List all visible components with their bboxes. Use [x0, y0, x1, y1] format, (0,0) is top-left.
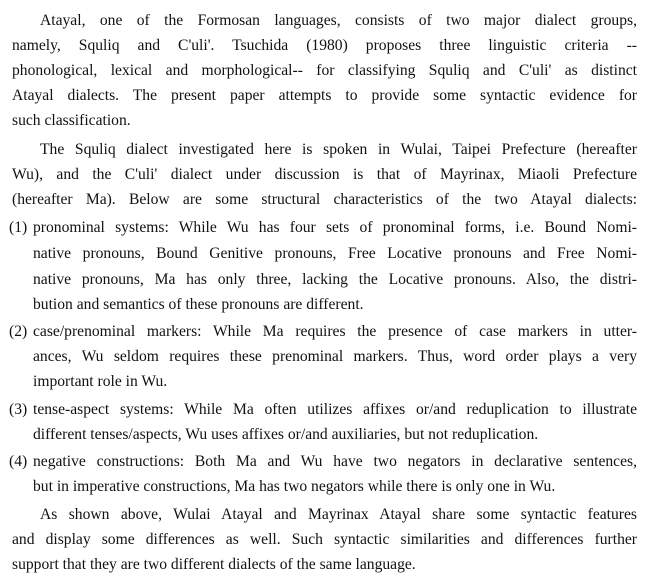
text-line: such classification. — [12, 112, 131, 129]
list-marker: (1) — [9, 219, 28, 236]
text-line: native pronouns, Ma has only three, lacking the Locative pronouns. Also, the distri- — [33, 271, 637, 288]
text-line: namely, Squliq and C'uli'. Tsuchida (1980) proposes three linguistic criteria -- — [12, 37, 637, 54]
list-marker: (4) — [9, 453, 28, 470]
text-line: phonological, lexical and morphological-- for classifying Squliq and C'uli' as distinct — [12, 62, 637, 79]
text-line: bution and semantics of these pronouns are different. — [33, 296, 364, 313]
text-line: The Squliq dialect investigated here is spoken in Wulai, Taipei Prefecture (hereafter — [40, 141, 637, 158]
text-line: case/prenominal markers: While Ma requires the presence of case markers in utter- — [33, 323, 637, 340]
text-line: tense-aspect systems: While Ma often utilizes affixes or/and reduplication to illustrate — [33, 401, 637, 418]
text-line: native pronouns, Bound Genitive pronouns, Free Locative pronouns and Free Nomi- — [33, 245, 637, 262]
text-line: ances, Wu seldom requires these prenominal markers. Thus, word order plays a very — [33, 348, 637, 365]
text-line: important role in Wu. — [33, 373, 168, 390]
text-line: pronominal systems: While Wu has four sets of pronominal forms, i.e. Bound Nomi- — [33, 219, 637, 236]
text-line: but in imperative constructions, Ma has two negators while there is only one in Wu. — [33, 478, 556, 495]
text-line: (hereafter Ma). Below are some structural characteristics of the two Atayal dialects: — [12, 191, 637, 208]
text-line: and display some differences as well. Such syntactic similarities and differences further — [12, 531, 637, 548]
text-line: Wu), and the C'uli' dialect under discussion is that of Mayrinax, Miaoli Prefecture — [12, 166, 637, 183]
text-line: negative constructions: Both Ma and Wu have two negators in declarative sentences, — [33, 453, 637, 470]
text-line: Atayal, one of the Formosan languages, consists of two major dialect groups, — [40, 12, 637, 29]
list-marker: (2) — [9, 323, 28, 340]
text-line: support that they are two different dialects of the same language. — [12, 556, 416, 573]
list-marker: (3) — [9, 401, 28, 418]
text-line: Atayal dialects. The present paper attempts to provide some syntactic evidence for — [12, 87, 637, 104]
text-line: As shown above, Wulai Atayal and Mayrinax Atayal share some syntactic features — [40, 506, 637, 523]
text-line: different tenses/aspects, Wu uses affixes or/and auxiliaries, but not reduplication. — [33, 426, 539, 443]
